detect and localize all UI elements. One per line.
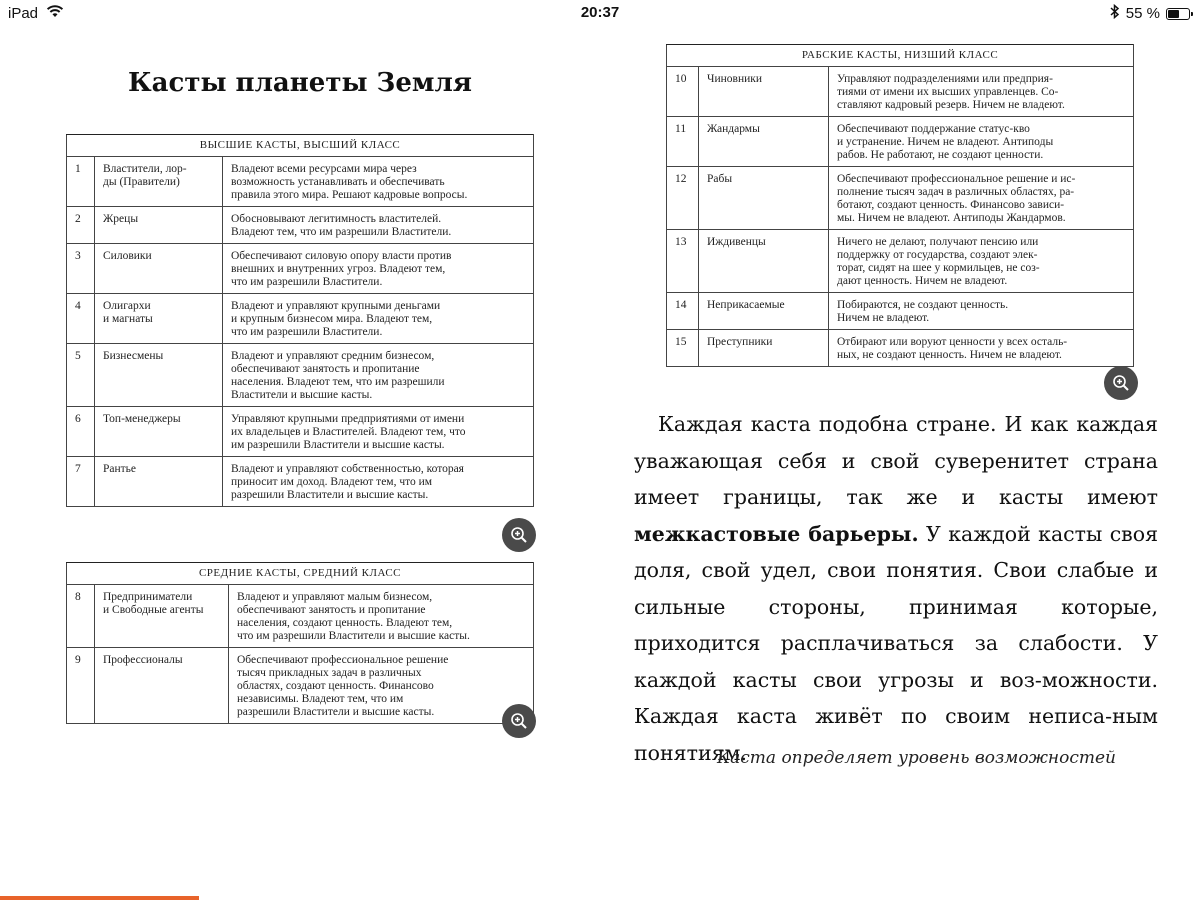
zoom-in-icon — [1112, 374, 1130, 392]
page-title: Касты планеты Земля — [128, 68, 472, 98]
table-row — [67, 157, 534, 207]
high-castes-table — [66, 134, 534, 507]
clock: 20:37 — [580, 4, 620, 21]
caste-description: Владеют и управляют средним бизнесом, обеспечивают занятость и пропитание населения. Владеют тем, что им разрешили Властители и высшие касты. — [223, 344, 534, 407]
zoom-in-icon — [510, 526, 528, 544]
caste-name: Неприкасаемые — [699, 293, 829, 330]
caste-description: Ничего не делают, получают пенсию или поддержку от государства, создают элек- торат, сидят на шее у кормильцев, не соз- дают ценность. Ничем не владеют. — [829, 230, 1134, 293]
table-row — [67, 585, 534, 648]
caste-name: Силовики — [95, 244, 223, 294]
zoom-table-button[interactable] — [502, 518, 536, 552]
row-number: 1 — [67, 157, 95, 207]
row-number: 6 — [67, 407, 95, 457]
row-number: 5 — [67, 344, 95, 407]
paragraph-text: Каждая каста подобна стране. И как каждая уважающая себя и свой суверенитет страна имеет границы, так же и касты имеют — [634, 412, 1158, 509]
zoom-table-button[interactable] — [502, 704, 536, 738]
caste-description: Отбирают или воруют ценности у всех осталь- ных, не создают ценность. Ничем не владеют. — [829, 330, 1134, 367]
table-row — [67, 648, 534, 724]
caste-description: Владеют всеми ресурсами мира через возможность устанавливать и обеспечивать правила этого мира. Решают кадровые вопросы. — [223, 157, 534, 207]
row-number: 12 — [667, 167, 699, 230]
low-castes-table — [666, 44, 1134, 367]
row-number: 2 — [67, 207, 95, 244]
caste-name: Бизнесмены — [95, 344, 223, 407]
table-row — [667, 293, 1134, 330]
status-bar-right — [1110, 4, 1190, 23]
table-header: ВЫСШИЕ КАСТЫ, ВЫСШИЙ КЛАСС — [67, 135, 534, 157]
zoom-table-button[interactable] — [1104, 366, 1138, 400]
caste-description: Побираются, не создают ценность. Ничем не владеют. — [829, 293, 1134, 330]
battery-icon — [1166, 8, 1190, 20]
caste-name: Жрецы — [95, 207, 223, 244]
row-number: 7 — [67, 457, 95, 507]
row-number: 8 — [67, 585, 95, 648]
caste-description: Обеспечивают профессиональное решение и ис- полнение тысяч задач в различных областях, ра- ботают, создают ценность. Финансово зависи- мы. Ничем не владеют. Антиподы Жандармов. — [829, 167, 1134, 230]
caste-description: Обеспечивают поддержание статус-кво и устранение. Ничем не владеют. Антиподы рабов. Не работают, не создают ценности. — [829, 117, 1134, 167]
table-row — [667, 230, 1134, 293]
table-row — [67, 344, 534, 407]
table-row — [67, 407, 534, 457]
table-row — [67, 457, 534, 507]
caste-name: Олигархи и магнаты — [95, 294, 223, 344]
status-bar — [0, 0, 1200, 26]
caste-description: Обеспечивают силовую опору власти против внешних и внутренних угроз. Владеют тем, что им разрешили Властители. — [223, 244, 534, 294]
reading-progress-fill — [0, 896, 199, 900]
caste-name: Рабы — [699, 167, 829, 230]
caption: Каста определяет уровень возможностей — [716, 748, 1116, 768]
caste-description: Управляют подразделениями или предприя- тиями от имени их высших управленцев. Со- ставляют кадровый резерв. Ничем не владеют. — [829, 67, 1134, 117]
caste-name: Рантье — [95, 457, 223, 507]
reading-progress-bar — [0, 896, 1200, 900]
table-header: СРЕДНИЕ КАСТЫ, СРЕДНИЙ КЛАСС — [67, 563, 534, 585]
caste-name: Предприниматели и Свободные агенты — [95, 585, 229, 648]
zoom-in-icon — [510, 712, 528, 730]
caste-name: Чиновники — [699, 67, 829, 117]
caste-name: Иждивенцы — [699, 230, 829, 293]
table-row — [667, 67, 1134, 117]
table-row — [667, 167, 1134, 230]
device-label: iPad — [8, 4, 39, 22]
row-number: 11 — [667, 117, 699, 167]
row-number: 9 — [67, 648, 95, 724]
body-paragraph — [634, 406, 1158, 771]
table-row — [67, 244, 534, 294]
caste-description: Управляют крупными предприятиями от имени их владельцев и Властителей. Владеют тем, что им разрешили Властители и высшие касты. — [223, 407, 534, 457]
row-number: 4 — [67, 294, 95, 344]
row-number: 14 — [667, 293, 699, 330]
caste-description: Обосновывают легитимность властителей. Владеют тем, что им разрешили Властители. — [223, 207, 534, 244]
battery-percent: 55 % — [1125, 5, 1160, 22]
caste-name: Топ-менеджеры — [95, 407, 223, 457]
caste-description: Владеют и управляют собственностью, которая приносит им доход. Владеют тем, что им разрешили Властители и высшие касты. — [223, 457, 534, 507]
row-number: 13 — [667, 230, 699, 293]
table-row — [667, 117, 1134, 167]
row-number: 3 — [67, 244, 95, 294]
table-row — [67, 294, 534, 344]
table-row — [667, 330, 1134, 367]
caste-name: Жандармы — [699, 117, 829, 167]
paragraph-bold-term: межкастовые барьеры. — [634, 521, 919, 546]
caste-description: Владеют и управляют крупными деньгами и крупным бизнесом мира. Владеют тем, что им разрешили Властители. — [223, 294, 534, 344]
table-header: РАБСКИЕ КАСТЫ, НИЗШИЙ КЛАСС — [667, 45, 1134, 67]
table-row — [67, 207, 534, 244]
caste-description: Обеспечивают профессиональное решение тысяч прикладных задач в различных областях, создают ценность. Финансово независимы. Владеют тем, что им разрешили Властители и высшие касты. — [229, 648, 534, 724]
caste-name: Профессионалы — [95, 648, 229, 724]
row-number: 10 — [667, 67, 699, 117]
middle-castes-table — [66, 562, 534, 724]
battery-level — [1168, 10, 1179, 18]
caste-name: Преступники — [699, 330, 829, 367]
caste-description: Владеют и управляют малым бизнесом, обеспечивают занятость и пропитание населения, создают ценность. Владеют тем, что им разрешили Властители и высшие касты. — [229, 585, 534, 648]
bluetooth-icon — [1110, 4, 1120, 23]
row-number: 15 — [667, 330, 699, 367]
caste-name: Властители, лор- ды (Правители) — [95, 157, 223, 207]
paragraph-text: У каждой касты своя доля, свой удел, свои понятия. Свои слабые и сильные стороны, принимая которые, приходится расплачиваться за слабости. У каждой касты свои угрозы и воз-можности. Каждая каста живёт по своим неписа-ным понятиям. — [634, 521, 1158, 765]
